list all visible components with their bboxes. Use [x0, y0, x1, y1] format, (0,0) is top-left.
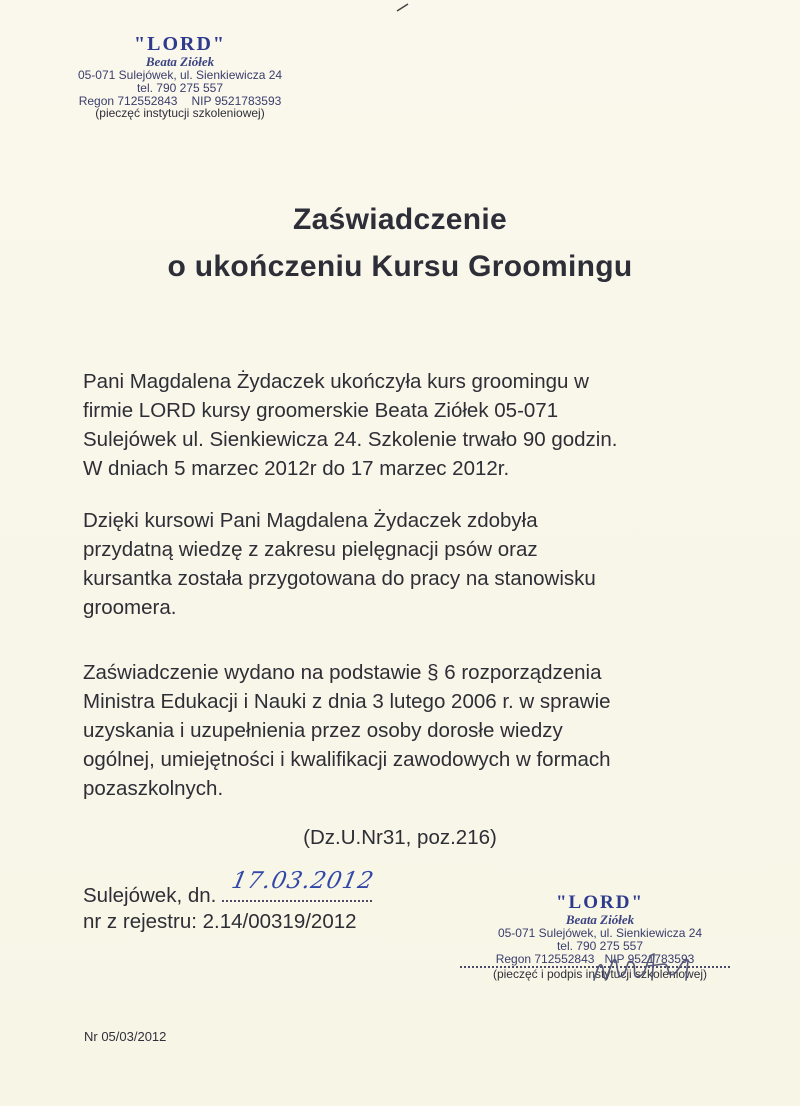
paragraph-line: W dniach 5 marzec 2012r do 17 marzec 2012r. — [83, 457, 510, 480]
skills-paragraph — [83, 506, 763, 622]
institution-stamp-header — [60, 34, 300, 119]
paragraph-line: firmie LORD kursy groomerskie Beata Ziółek 05-071 — [83, 399, 559, 422]
date-field — [222, 868, 377, 902]
paragraph-line: kursantka została przygotowana do pracy na stanowisku — [83, 567, 596, 590]
stamp-address: 05-071 Sulejówek, ul. Sienkiewicza 24 — [77, 68, 283, 82]
register-number: nr z rejestru: 2.14/00319/2012 — [83, 910, 357, 933]
completion-paragraph — [83, 367, 763, 483]
place-label: Sulejówek, dn. — [83, 884, 217, 907]
paragraph-line: Pani Magdalena Żydaczek ukończyła kurs groomingu w — [83, 370, 589, 393]
paragraph-line: przydatną wiedzę z zakresu pielęgnacji psów oraz — [83, 538, 538, 561]
document-title: Zaświadczenie — [293, 203, 507, 236]
stamp-caption: (pieczęć instytucji szkoleniowej) — [95, 106, 265, 120]
paragraph-line: ogólnej, umiejętności i kwalifikacji zawodowych w formach — [83, 748, 611, 771]
stamp-phone: tel. 790 275 557 — [136, 81, 224, 95]
stamp-nip: NIP 9521783593 — [604, 952, 695, 966]
pen-mark-icon — [396, 2, 410, 12]
paragraph-line: Sulejówek ul. Sienkiewicza 24. Szkolenie trwało 90 godzin. — [83, 428, 618, 451]
paragraph-line: uzyskania i uzupełnienia przez osoby dorosłe wiedzy — [83, 719, 563, 742]
place-date-line — [83, 868, 377, 908]
stamp-phone: tel. 790 275 557 — [556, 939, 644, 953]
legal-basis-paragraph — [83, 658, 763, 803]
stamp-company-name: "LORD" — [134, 33, 226, 55]
paragraph-line: groomera. — [83, 596, 177, 619]
stamp-regon: Regon 712552843 — [495, 952, 595, 966]
stamp-address: 05-071 Sulejówek, ul. Sienkiewicza 24 — [497, 926, 703, 940]
stamp-owner-name: Beata Ziółek — [565, 912, 635, 927]
document-number: Nr 05/03/2012 — [84, 1029, 167, 1044]
paragraph-line: Dzięki kursowi Pani Magdalena Żydaczek zdobyła — [83, 509, 538, 532]
stamp-regon: Regon 712552843 — [78, 94, 178, 108]
handwritten-date: 17.03.2012 — [229, 868, 377, 894]
stamp-owner-name: Beata Ziółek — [145, 54, 215, 69]
document-subtitle: o ukończeniu Kursu Groomingu — [167, 250, 633, 283]
paragraph-line: Ministra Edukacji i Nauki z dnia 3 lutego 2006 r. w sprawie — [83, 690, 611, 713]
signature-icon — [590, 946, 700, 988]
stamp-caption: (pieczęć i podpis instytucji szkoleniowej) — [492, 967, 708, 981]
paragraph-line: Zaświadczenie wydano na podstawie § 6 rozporządzenia — [83, 661, 602, 684]
paragraph-line: pozaszkolnych. — [83, 777, 224, 800]
stamp-company-name: "LORD" — [556, 892, 644, 913]
stamp-nip: NIP 9521783593 — [191, 94, 282, 108]
legal-reference: (Dz.U.Nr31, poz.216) — [303, 826, 497, 849]
